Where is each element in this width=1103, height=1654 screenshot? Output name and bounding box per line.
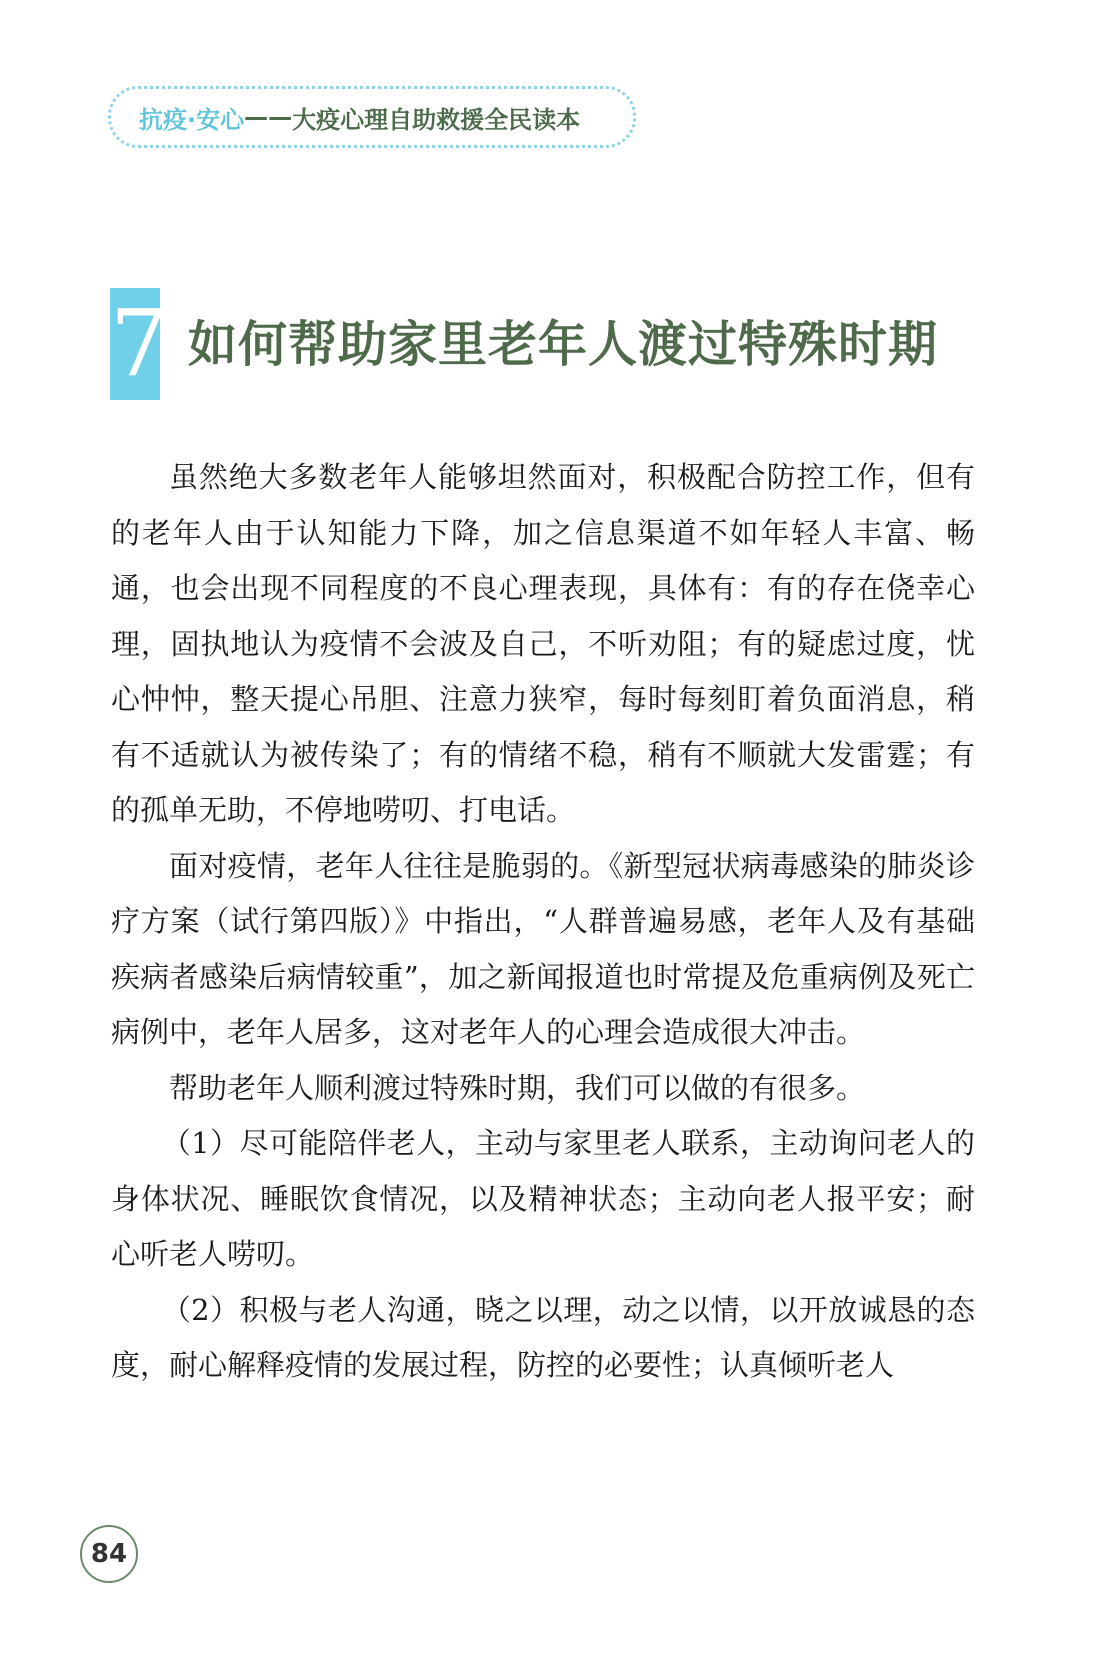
body-text [111,450,975,1394]
paragraph-item-1: （1）尽可能陪伴老人，主动与家里老人联系，主动询问老人的身体状况、睡眠饮食情况，以及精神状态；主动向老人报平安；耐心听老人唠叨。 [111,1126,975,1271]
chapter-title: 如何帮助家里老年人渡过特殊时期 [188,315,939,373]
paragraph-vulnerability: 面对疫情，老年人往往是脆弱的。《新型冠状病毒感染的肺炎诊疗方案（试行第四版）》中指出，“人群普遍易感，老年人及有基础疾病者感染后病情较重”，加之新闻报道也时常提及危重病例及死亡病例中，老年人居多，这对老年人的心理会造成很大冲击。 [111,848,975,1049]
book-title: 大疫心理自助救援全民读本 [292,105,581,134]
chapter-number-badge: 7 [110,288,160,400]
series-title: 抗疫·安心 [139,105,245,134]
title-dash: —— [244,103,293,131]
running-header [108,86,636,148]
paragraph-item-2: （2）积极与老人沟通，晓之以理，动之以情，以开放诚恳的态度，耐心解释疫情的发展过程，防控的必要性；认真倾听老人 [111,1292,975,1382]
page-number: 84 [80,1525,138,1583]
paragraph-intro: 虽然绝大多数老年人能够坦然面对，积极配合防控工作，但有的老年人由于认知能力下降，加之信息渠道不如年轻人丰富、畅通，也会出现不同程度的不良心理表现，具体有：有的存在侥幸心理，固执地认为疫情不会波及自己，不听劝阻；有的疑虑过度，忧心忡忡，整天提心吊胆、注意力狭窄，每时每刻盯着负面消息，稍有不适就认为被传染了；有的情绪不稳，稍有不顺就大发雷霆；有的孤单无助，不停地唠叨、打电话。 [111,460,975,827]
paragraph-help-lead: 帮助老年人顺利渡过特殊时期，我们可以做的有很多。 [169,1070,866,1105]
